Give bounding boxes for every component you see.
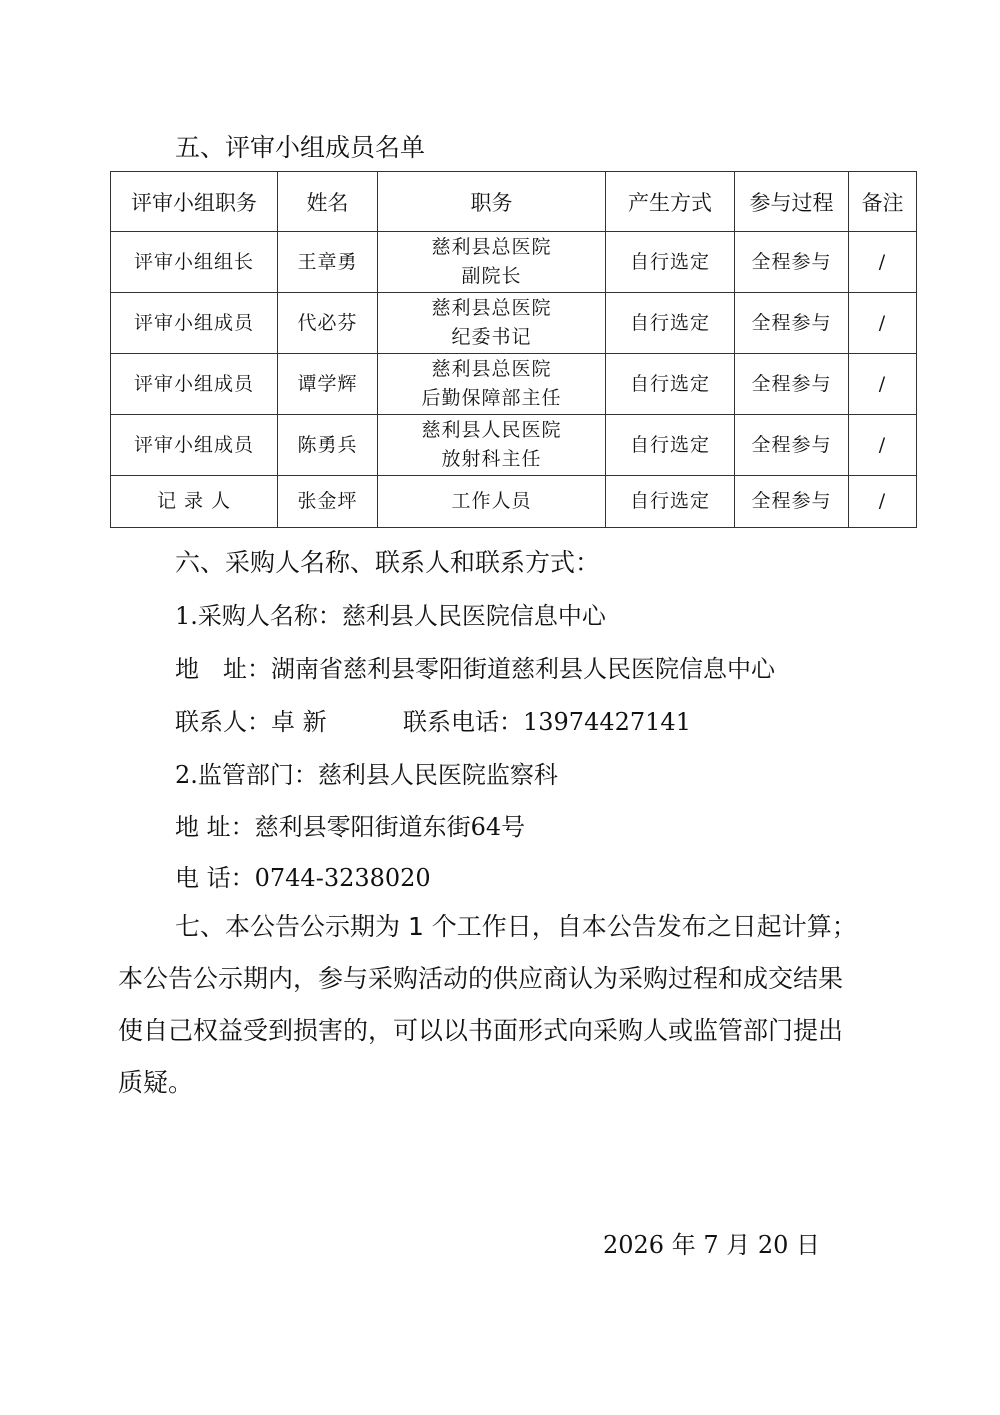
table-row bbox=[111, 476, 917, 528]
table-row bbox=[111, 232, 917, 293]
cell-name: 代必芬 bbox=[278, 293, 378, 354]
cell-role: 评审小组组长 bbox=[111, 232, 278, 293]
table-row bbox=[111, 293, 917, 354]
cell-post: 工作人员 bbox=[378, 476, 606, 528]
post-title: 纪委书记 bbox=[451, 326, 532, 348]
supervisor-phone-line: 电 话：0744-3238020 bbox=[175, 864, 431, 892]
cell-note: / bbox=[849, 232, 917, 293]
cell-note: / bbox=[849, 293, 917, 354]
header-process: 参与过程 bbox=[735, 172, 849, 232]
cell-note: / bbox=[849, 354, 917, 415]
post-title: 后勤保障部主任 bbox=[421, 387, 562, 409]
section6-title: 六、采购人名称、联系人和联系方式： bbox=[175, 548, 601, 577]
cell-role: 评审小组成员 bbox=[111, 293, 278, 354]
header-note: 备注 bbox=[849, 172, 917, 232]
cell-method: 自行选定 bbox=[606, 476, 735, 528]
section7-line3: 使自己权益受到损害的，可以以书面形式向采购人或监管部门提出 bbox=[118, 1016, 844, 1045]
contact-phone-line: 联系电话：13974427141 bbox=[403, 708, 691, 736]
review-panel-table bbox=[110, 171, 917, 528]
post-title: 副院长 bbox=[461, 265, 522, 287]
cell-name: 王章勇 bbox=[278, 232, 378, 293]
section7-line2: 本公告公示期内，参与采购活动的供应商认为采购过程和成交结果 bbox=[118, 964, 844, 993]
cell-name: 陈勇兵 bbox=[278, 415, 378, 476]
table-row bbox=[111, 354, 917, 415]
cell-process: 全程参与 bbox=[735, 293, 849, 354]
cell-process: 全程参与 bbox=[735, 476, 849, 528]
header-name: 姓名 bbox=[278, 172, 378, 232]
purchaser-name-line: 1.采购人名称：慈利县人民医院信息中心 bbox=[175, 602, 606, 630]
header-method: 产生方式 bbox=[606, 172, 735, 232]
cell-post bbox=[378, 354, 606, 415]
cell-post bbox=[378, 232, 606, 293]
purchaser-address-line: 地 址：湖南省慈利县零阳街道慈利县人民医院信息中心 bbox=[175, 655, 775, 683]
cell-process: 全程参与 bbox=[735, 354, 849, 415]
cell-note: / bbox=[849, 415, 917, 476]
post-org: 慈利县总医院 bbox=[431, 358, 552, 380]
document-date: 2026 年 7 月 20 日 bbox=[603, 1231, 821, 1259]
cell-note: / bbox=[849, 476, 917, 528]
post-org: 慈利县总医院 bbox=[431, 236, 552, 258]
post-title: 放射科主任 bbox=[441, 448, 542, 470]
supervisor-address-line: 地 址：慈利县零阳街道东街64号 bbox=[175, 813, 526, 841]
cell-method: 自行选定 bbox=[606, 232, 735, 293]
header-post: 职务 bbox=[378, 172, 606, 232]
post-org: 慈利县总医院 bbox=[431, 297, 552, 319]
table-row bbox=[111, 415, 917, 476]
contact-person-line: 联系人：卓 新 bbox=[175, 708, 327, 736]
header-role: 评审小组职务 bbox=[111, 172, 278, 232]
cell-post bbox=[378, 293, 606, 354]
section7-line4: 质疑。 bbox=[118, 1068, 194, 1097]
cell-method: 自行选定 bbox=[606, 415, 735, 476]
cell-process: 全程参与 bbox=[735, 415, 849, 476]
section5-title: 五、评审小组成员名单 bbox=[175, 133, 426, 162]
supervisor-line: 2.监管部门：慈利县人民医院监察科 bbox=[175, 761, 558, 789]
cell-method: 自行选定 bbox=[606, 354, 735, 415]
section7-line1: 七、本公告公示期为 1 个工作日，自本公告发布之日起计算； bbox=[175, 912, 857, 941]
cell-post bbox=[378, 415, 606, 476]
cell-role: 记 录 人 bbox=[111, 476, 278, 528]
cell-process: 全程参与 bbox=[735, 232, 849, 293]
post-org: 慈利县人民医院 bbox=[421, 419, 562, 441]
cell-name: 谭学辉 bbox=[278, 354, 378, 415]
cell-role: 评审小组成员 bbox=[111, 415, 278, 476]
cell-method: 自行选定 bbox=[606, 293, 735, 354]
cell-role: 评审小组成员 bbox=[111, 354, 278, 415]
table-header-row bbox=[111, 172, 917, 232]
cell-name: 张金坪 bbox=[278, 476, 378, 528]
